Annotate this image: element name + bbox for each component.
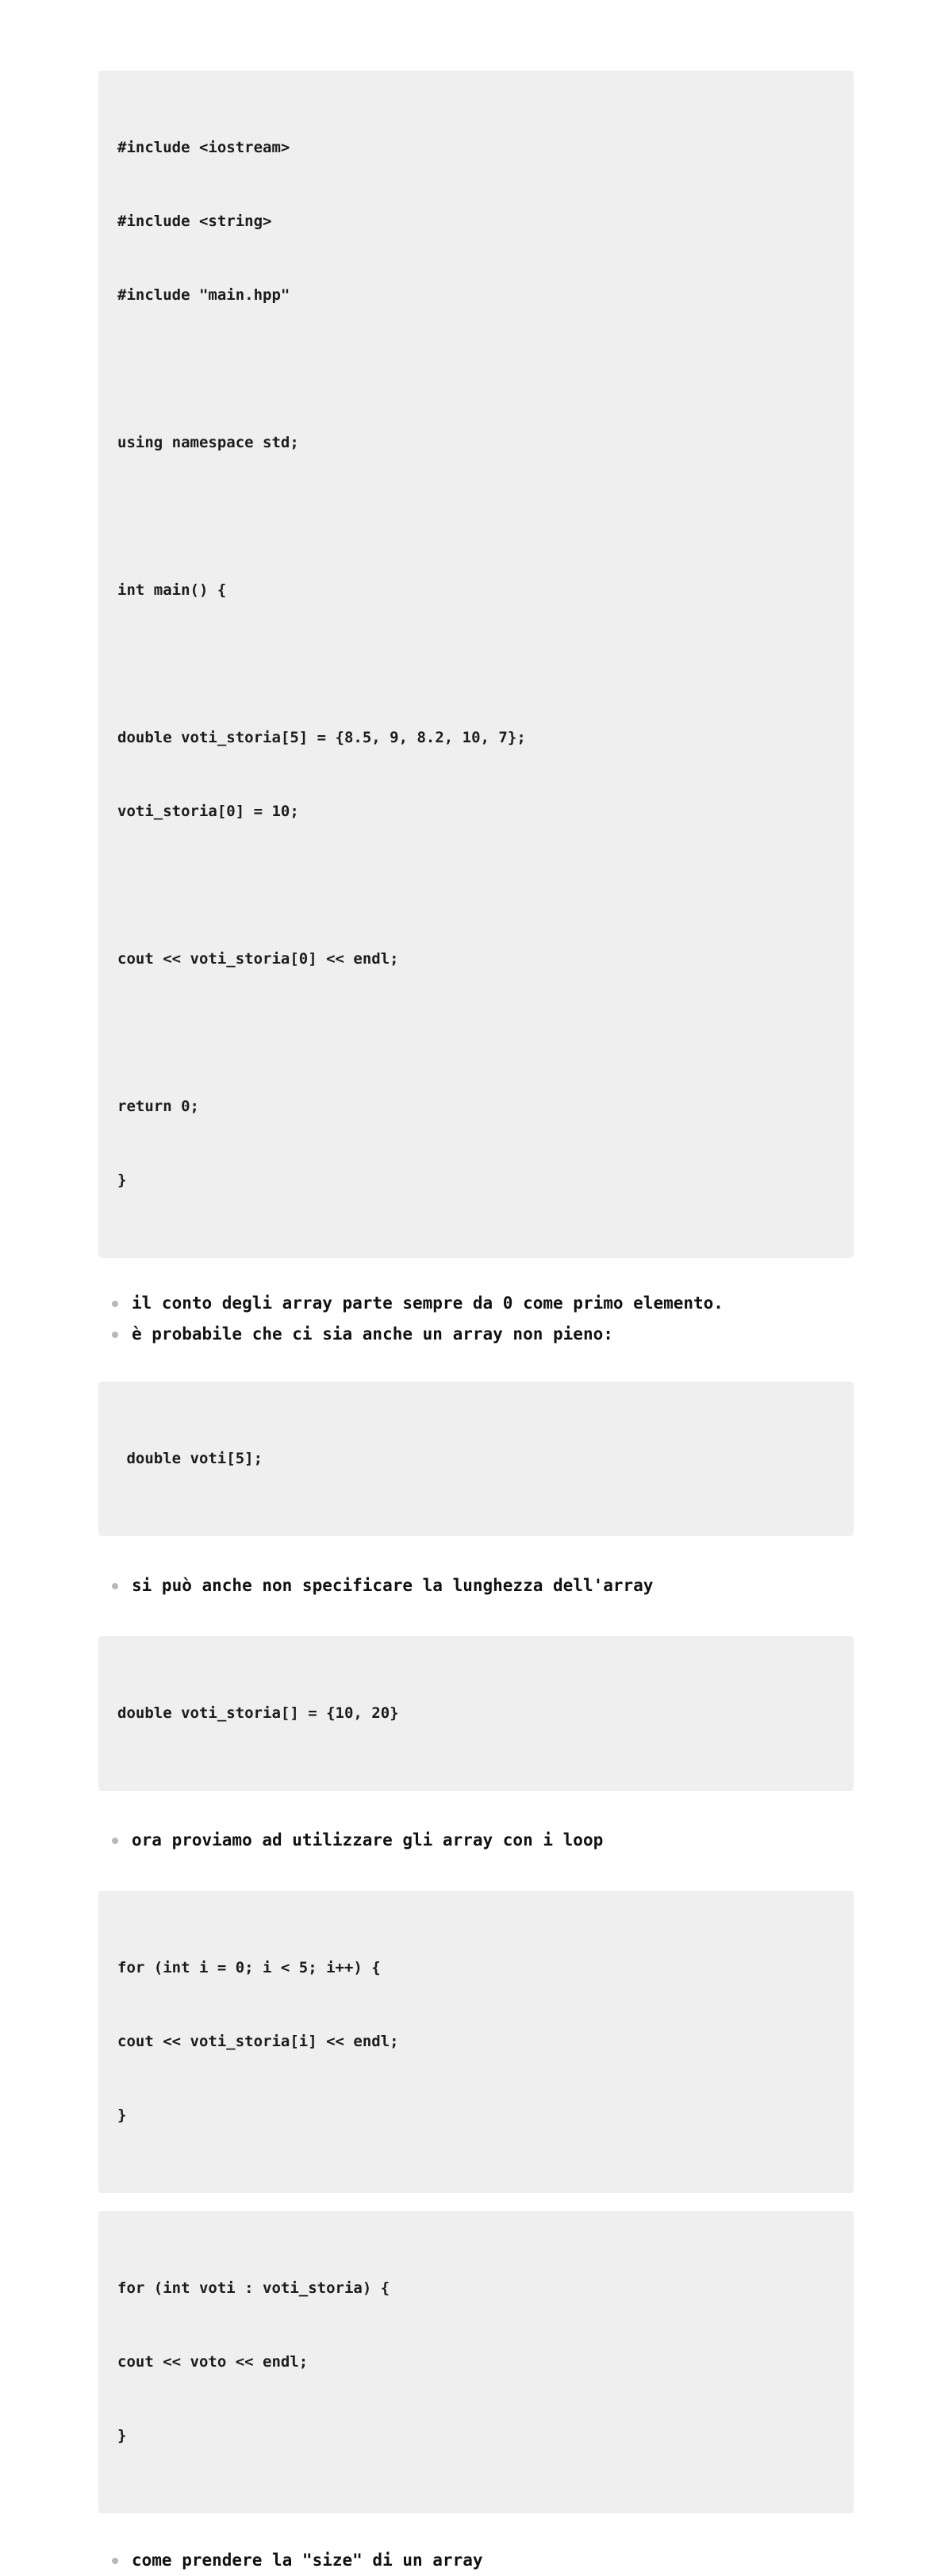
code-block-empty-array — [98, 1382, 854, 1536]
list-item — [98, 2545, 854, 2576]
code-line: } — [117, 1171, 127, 1189]
list-item — [98, 1570, 854, 1601]
code-line: for (int voti : voti_storia) { — [117, 2279, 390, 2297]
code-line — [117, 1021, 835, 1045]
code-line: } — [117, 2106, 127, 2124]
list-item — [98, 1825, 854, 1856]
list-item-text: si può anche non specificare la lunghezza dell'array — [132, 1576, 654, 1595]
list-item-text: ora proviamo ad utilizzare gli array con i loop — [132, 1830, 604, 1850]
code-line: cout << voti_storia[i] << endl; — [117, 2033, 399, 2050]
bullet-list-array-size — [98, 2545, 854, 2576]
list-item-text: è probabile che ci sia anche un array non pieno: — [132, 1324, 613, 1344]
code-block-main-program — [98, 71, 854, 1258]
bullet-list-loops — [98, 1825, 854, 1856]
bullet-icon — [112, 1583, 118, 1589]
code-block-for-loop — [98, 1891, 854, 2193]
code-line: } — [117, 2427, 127, 2444]
bullet-icon — [112, 1332, 118, 1338]
code-line — [117, 652, 835, 677]
code-line: double voti_storia[5] = {8.5, 9, 8.2, 10, 7}; — [117, 729, 526, 746]
code-line: return 0; — [117, 1098, 199, 1115]
code-line: for (int i = 0; i < 5; i++) { — [117, 1959, 381, 1976]
bullet-icon — [112, 1301, 118, 1307]
code-line — [117, 873, 835, 898]
code-line: double voti[5]; — [117, 1450, 263, 1467]
list-item — [98, 1288, 854, 1319]
code-line: #include <string> — [117, 213, 272, 230]
bullet-icon — [112, 1838, 118, 1844]
bullet-list-unspecified-length — [98, 1570, 854, 1601]
code-line: #include <iostream> — [117, 139, 290, 156]
code-block-range-for-loop — [98, 2211, 854, 2513]
bullet-list-array-notes — [98, 1288, 854, 1350]
document-page — [98, 71, 854, 2576]
list-item-text: come prendere la "size" di un array — [132, 2551, 483, 2570]
code-line — [117, 504, 835, 529]
code-line: cout << voti_storia[0] << endl; — [117, 950, 399, 968]
list-item-text: il conto degli array parte sempre da 0 come primo elemento. — [132, 1294, 724, 1313]
code-line — [117, 357, 835, 381]
code-line: voti_storia[0] = 10; — [117, 803, 299, 820]
code-line: using namespace std; — [117, 434, 299, 451]
code-line: cout << voto << endl; — [117, 2353, 309, 2371]
code-line: double voti_storia[] = {10, 20} — [117, 1704, 399, 1722]
code-block-unsized-array — [98, 1636, 854, 1791]
code-line: #include "main.hpp" — [117, 286, 290, 304]
bullet-icon — [112, 2558, 118, 2564]
list-item — [98, 1319, 854, 1350]
code-line: int main() { — [117, 581, 227, 599]
